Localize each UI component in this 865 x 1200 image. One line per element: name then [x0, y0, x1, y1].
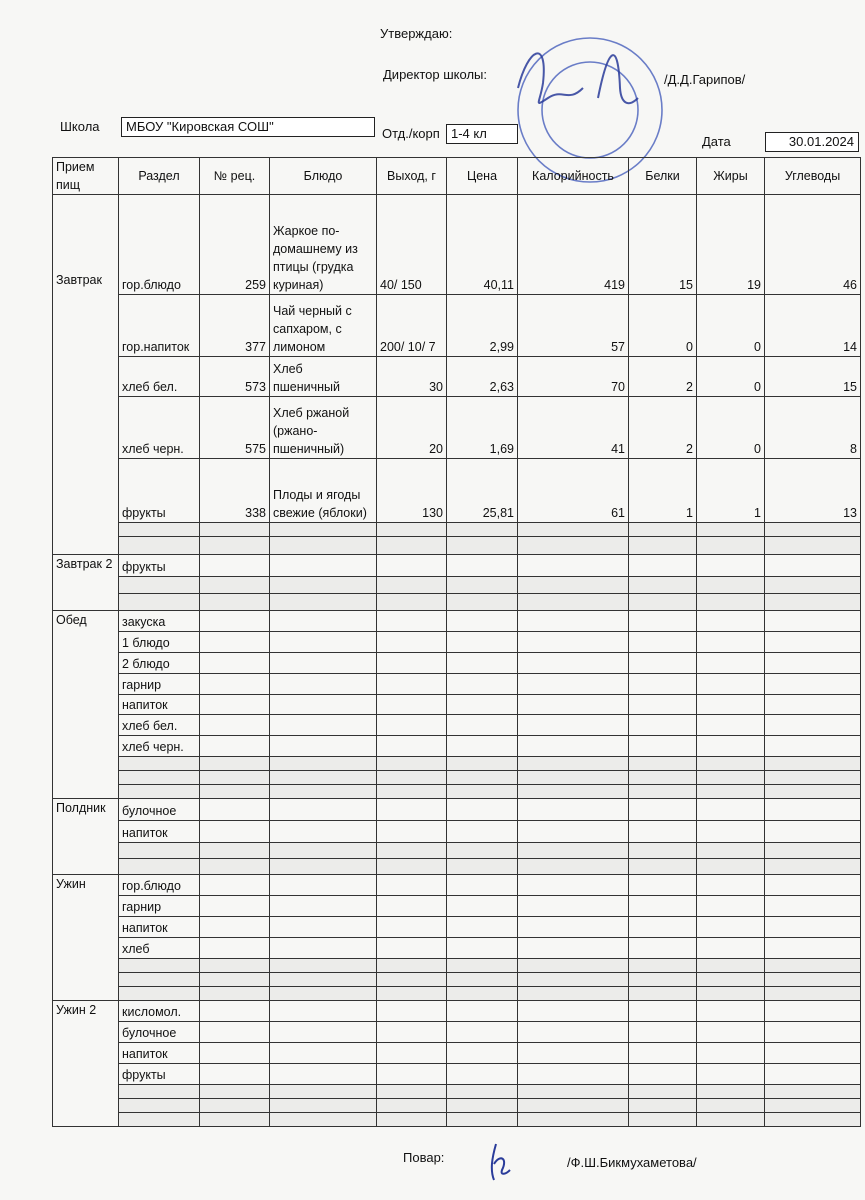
col-fat: Жиры: [697, 158, 765, 195]
table-row: [53, 917, 861, 938]
table-row: [53, 771, 861, 785]
carbs-cell: 8: [765, 397, 861, 459]
table-row: [53, 875, 861, 896]
section-cell: гарнир: [119, 674, 200, 695]
dish-cell: Хлеб ржаной (ржано-пшеничный): [270, 397, 377, 459]
meal-dinner: Ужин: [53, 875, 119, 1001]
price-cell: 2,63: [447, 357, 518, 397]
dish-cell: Плоды и ягоды свежие (яблоки): [270, 459, 377, 523]
col-carbs: Углеводы: [765, 158, 861, 195]
fat-cell: 19: [697, 195, 765, 295]
date-field[interactable]: 30.01.2024: [765, 132, 859, 152]
section-cell: гор.напиток: [119, 295, 200, 357]
protein-cell: 2: [629, 357, 697, 397]
table-row: [53, 859, 861, 875]
kcal-cell: 419: [518, 195, 629, 295]
carbs-cell: 13: [765, 459, 861, 523]
recipe-cell: 377: [200, 295, 270, 357]
section-cell: напиток: [119, 1043, 200, 1064]
table-row: [53, 1043, 861, 1064]
cook-label: Повар:: [403, 1150, 445, 1165]
table-row: [53, 715, 861, 736]
section-cell: фрукты: [119, 459, 200, 523]
section-cell: гор.блюдо: [119, 195, 200, 295]
protein-cell: 1: [629, 459, 697, 523]
recipe-cell: 573: [200, 357, 270, 397]
section-cell: булочное: [119, 1022, 200, 1043]
col-dish: Блюдо: [270, 158, 377, 195]
section-cell: фрукты: [119, 1064, 200, 1085]
protein-cell: 2: [629, 397, 697, 459]
table-row: [53, 357, 861, 397]
table-row: [53, 611, 861, 632]
section-cell: кисломол.: [119, 1001, 200, 1022]
section-cell: гор.блюдо: [119, 875, 200, 896]
table-header-row: [53, 158, 861, 195]
table-row: [53, 695, 861, 715]
table-row: [53, 1085, 861, 1099]
meal-lunch: Обед: [53, 611, 119, 799]
table-row: [53, 653, 861, 674]
table-row: [53, 1022, 861, 1043]
price-cell: 25,81: [447, 459, 518, 523]
table-row: [53, 195, 861, 295]
table-row: [53, 821, 861, 843]
col-price: Цена: [447, 158, 518, 195]
table-row: [53, 577, 861, 594]
table-row: [53, 295, 861, 357]
price-cell: 40,11: [447, 195, 518, 295]
table-row: [53, 397, 861, 459]
table-row: [53, 785, 861, 799]
director-label: Директор школы:: [383, 67, 487, 82]
protein-cell: 0: [629, 295, 697, 357]
col-protein: Белки: [629, 158, 697, 195]
table-row: [53, 843, 861, 859]
table-row: [53, 594, 861, 611]
carbs-cell: 15: [765, 357, 861, 397]
weight-cell: 130: [377, 459, 447, 523]
weight-cell: 30: [377, 357, 447, 397]
table-row: [53, 1001, 861, 1022]
cook-signature-icon: [478, 1140, 518, 1185]
table-row: [53, 987, 861, 1001]
col-recipe: № рец.: [200, 158, 270, 195]
section-cell: хлеб бел.: [119, 357, 200, 397]
kcal-cell: 70: [518, 357, 629, 397]
table-row: [53, 1099, 861, 1113]
section-cell: булочное: [119, 799, 200, 821]
fat-cell: 0: [697, 357, 765, 397]
section-cell: напиток: [119, 821, 200, 843]
kcal-cell: 61: [518, 459, 629, 523]
recipe-cell: 575: [200, 397, 270, 459]
section-cell: хлеб черн.: [119, 736, 200, 757]
table-row: [53, 757, 861, 771]
meal-dinner2: Ужин 2: [53, 1001, 119, 1127]
meal-snack: Полдник: [53, 799, 119, 875]
table-row: [53, 973, 861, 987]
table-row: [53, 959, 861, 973]
approve-label: Утверждаю:: [380, 26, 453, 41]
weight-cell: 20: [377, 397, 447, 459]
dish-cell: Жаркое по-домашнему из птицы (грудка куриная): [270, 195, 377, 295]
table-row: [53, 736, 861, 757]
price-cell: 2,99: [447, 295, 518, 357]
table-row: [53, 632, 861, 653]
school-field[interactable]: МБОУ "Кировская СОШ": [121, 117, 375, 137]
date-label: Дата: [702, 134, 731, 149]
section-cell: 1 блюдо: [119, 632, 200, 653]
price-cell: 1,69: [447, 397, 518, 459]
kcal-cell: 57: [518, 295, 629, 357]
col-weight: Выход, г: [377, 158, 447, 195]
weight-cell: 40/ 150: [377, 195, 447, 295]
table-row: [53, 799, 861, 821]
section-cell: хлеб черн.: [119, 397, 200, 459]
section-cell: закуска: [119, 611, 200, 632]
table-row: [53, 674, 861, 695]
section-cell: 2 блюдо: [119, 653, 200, 674]
dept-field[interactable]: 1-4 кл: [446, 124, 518, 144]
dish-cell: Хлеб пшеничный: [270, 357, 377, 397]
table-row: [53, 523, 861, 537]
section-cell: хлеб бел.: [119, 715, 200, 736]
section-cell: хлеб: [119, 938, 200, 959]
carbs-cell: 14: [765, 295, 861, 357]
meal-breakfast2: Завтрак 2: [53, 555, 119, 611]
section-cell: напиток: [119, 695, 200, 715]
meal-breakfast: Завтрак: [53, 195, 119, 555]
recipe-cell: 259: [200, 195, 270, 295]
col-meal: Прием пищ: [53, 158, 119, 195]
table-row: [53, 459, 861, 523]
director-name: /Д.Д.Гарипов/: [664, 72, 746, 87]
school-label: Школа: [60, 119, 100, 134]
fat-cell: 1: [697, 459, 765, 523]
recipe-cell: 338: [200, 459, 270, 523]
table-row: [53, 555, 861, 577]
table-row: [53, 1064, 861, 1085]
section-cell: фрукты: [119, 555, 200, 577]
table-row: [53, 537, 861, 555]
dept-label: Отд./корп: [382, 126, 440, 141]
section-cell: гарнир: [119, 896, 200, 917]
table-row: [53, 1113, 861, 1127]
fat-cell: 0: [697, 295, 765, 357]
kcal-cell: 41: [518, 397, 629, 459]
col-kcal: Калорийность: [518, 158, 629, 195]
weight-cell: 200/ 10/ 7: [377, 295, 447, 357]
table-row: [53, 938, 861, 959]
cook-name: /Ф.Ш.Бикмухаметова/: [567, 1155, 697, 1170]
protein-cell: 15: [629, 195, 697, 295]
carbs-cell: 46: [765, 195, 861, 295]
dish-cell: Чай черный с сапхаром, с лимоном: [270, 295, 377, 357]
table-row: [53, 896, 861, 917]
fat-cell: 0: [697, 397, 765, 459]
col-section: Раздел: [119, 158, 200, 195]
menu-table: [52, 157, 861, 1127]
section-cell: напиток: [119, 917, 200, 938]
